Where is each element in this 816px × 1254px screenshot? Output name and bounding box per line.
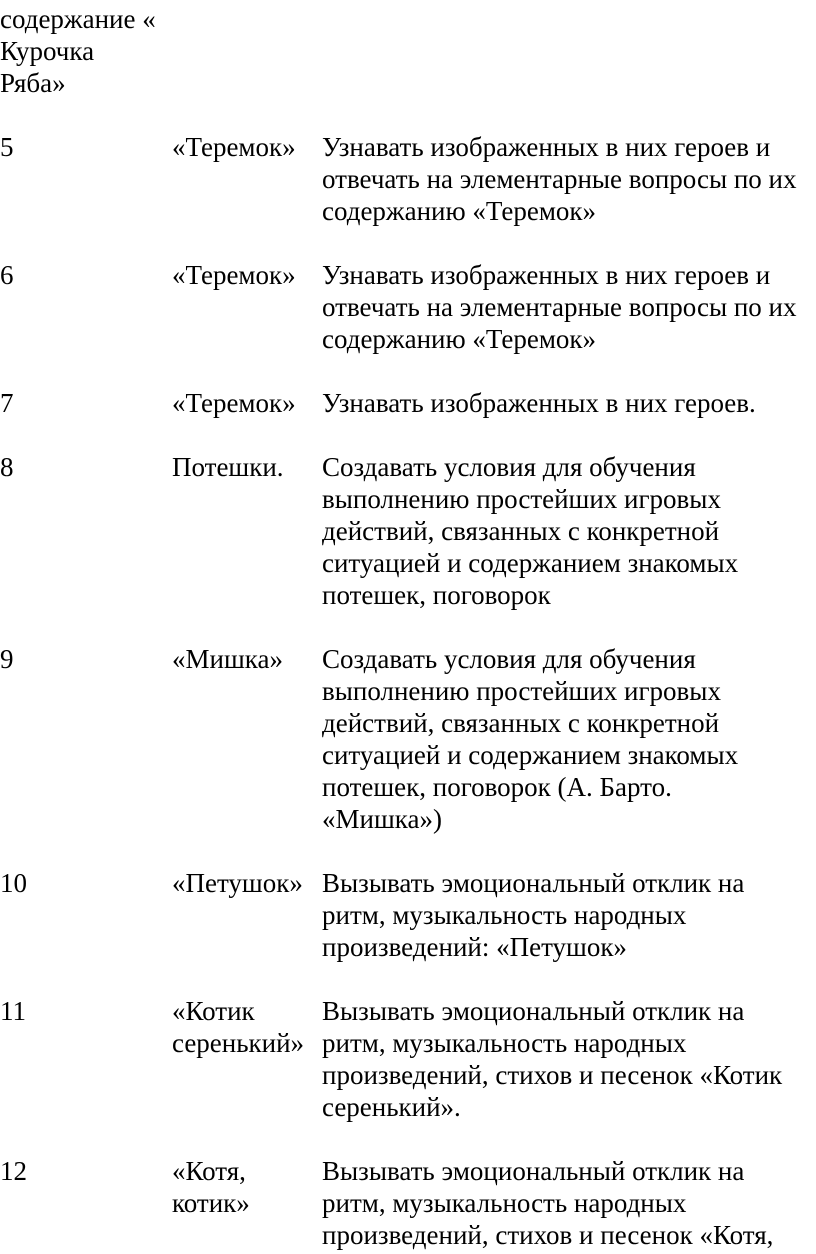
row-description: [322, 643, 816, 835]
row-title-line: котик»: [172, 1188, 250, 1218]
row-description-line: выполнению простейших игровых: [322, 484, 721, 514]
row-title-line: «Мишка»: [172, 644, 283, 674]
row-description: [322, 387, 816, 419]
lead-line: содержание «: [0, 4, 156, 34]
row-description-line: выполнению простейших игровых: [322, 676, 721, 706]
row-number: 5: [0, 132, 14, 162]
row-title-line: «Теремок»: [172, 388, 296, 418]
row-title-line: «Теремок»: [172, 260, 296, 290]
row-description-line: ситуацией и содержанием знакомых: [322, 548, 739, 578]
row-description-line: содержанию «Теремок»: [322, 196, 597, 226]
lead-line: Курочка: [0, 36, 95, 66]
row-description-line: произведений, стихов и песенок «Котик: [322, 1060, 783, 1090]
row-number: 10: [0, 868, 27, 898]
row-description-line: Узнавать изображенных в них героев и: [322, 132, 771, 162]
row-description: [322, 451, 816, 611]
row-description-line: серенький».: [322, 1092, 461, 1122]
lead-line: Ряба»: [0, 68, 66, 98]
row-description-line: ритм, музыкальность народных: [322, 900, 687, 930]
row-description-line: «Мишка»): [322, 804, 442, 834]
row-title: [172, 1155, 320, 1219]
row-description: [322, 259, 816, 355]
row-number: 12: [0, 1156, 27, 1186]
row-description-line: Вызывать эмоциональный отклик на: [322, 1156, 745, 1186]
row-description-line: Вызывать эмоциональный отклик на: [322, 996, 745, 1026]
row-title-line: «Котя,: [172, 1156, 246, 1186]
row-description-line: действий, связанных с конкретной: [322, 516, 720, 546]
row-description-line: Создавать условия для обучения: [322, 452, 696, 482]
row-description-line: Создавать условия для обучения: [322, 644, 696, 674]
row-title: [172, 259, 320, 291]
row-description-line: ситуацией и содержанием знакомых: [322, 740, 739, 770]
row-description-line: потешек, поговорок: [322, 580, 551, 610]
row-number: 11: [0, 996, 26, 1026]
row-title-line: «Петушок»: [172, 868, 303, 898]
row-number: 9: [0, 644, 14, 674]
previous-row-continuation: [0, 3, 300, 99]
row-description-line: Узнавать изображенных в них героев и: [322, 260, 771, 290]
row-description: [322, 995, 816, 1123]
row-description-line: ритм, музыкальность народных: [322, 1028, 687, 1058]
row-title: [172, 387, 320, 419]
row-title: [172, 131, 320, 163]
row-description-line: потешек, поговорок (А. Барто.: [322, 772, 672, 802]
row-number: 7: [0, 388, 14, 418]
row-title-line: серенький»: [172, 1028, 305, 1058]
row-title: [172, 995, 320, 1059]
row-number: 8: [0, 452, 14, 482]
row-description-line: содержанию «Теремок»: [322, 324, 597, 354]
row-description-line: отвечать на элементарные вопросы по их: [322, 292, 797, 322]
row-description-line: Узнавать изображенных в них героев.: [322, 388, 756, 418]
row-description-line: отвечать на элементарные вопросы по их: [322, 164, 797, 194]
row-description-line: произведений, стихов и песенок «Котя,: [322, 1220, 774, 1250]
row-title: [172, 451, 320, 483]
row-title: [172, 867, 320, 899]
row-description-line: ритм, музыкальность народных: [322, 1188, 687, 1218]
row-title-line: Потешки.: [172, 452, 284, 482]
row-description-line: действий, связанных с конкретной: [322, 708, 720, 738]
row-description: [322, 131, 816, 227]
row-title-line: «Теремок»: [172, 132, 296, 162]
row-description-line: Вызывать эмоциональный отклик на: [322, 868, 745, 898]
row-description: [322, 1155, 816, 1251]
row-number: 6: [0, 260, 14, 290]
row-title-line: «Котик: [172, 996, 255, 1026]
row-description-line: произведений: «Петушок»: [322, 932, 627, 962]
row-title: [172, 643, 320, 675]
row-description: [322, 867, 816, 963]
